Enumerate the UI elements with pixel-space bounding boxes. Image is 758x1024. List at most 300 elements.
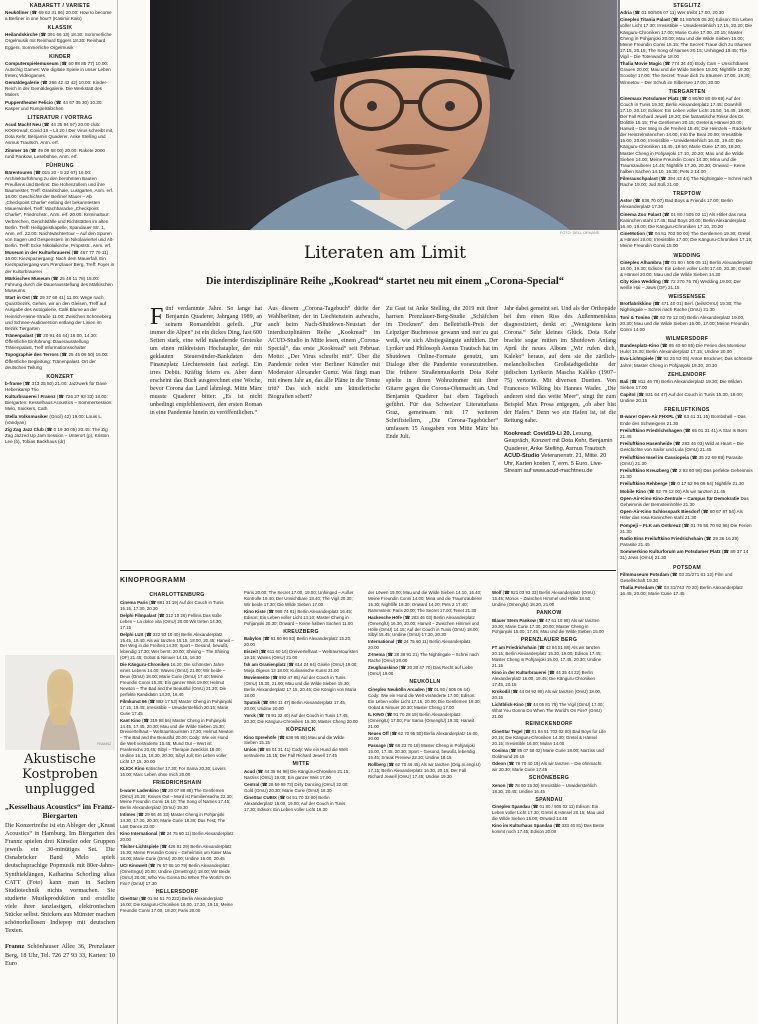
listing-entry bbox=[492, 748, 606, 760]
listing-text: (☎ 04 51 703 50 00) The Gentlemen 19.30; Gretel & Hänsel 19.00; Irresistible 17.00; Die Känguru-Chroniken 17.15; Meine Freundin Conni 15.00 bbox=[620, 231, 753, 249]
listing-entry bbox=[5, 61, 115, 79]
listing-text: Das Geheimnis der Bernsteinhöhle 21.30 bbox=[620, 495, 749, 507]
listing-text: (☎ 47 61 18 98) Als wir tanzten 20.30; Marie Curie 17.30, 20.00; Master Cheng in Pohjanjoki 15.00, 17.45; Mau und die Wilde Sieben 15.00 bbox=[492, 617, 604, 635]
venue-name: International bbox=[368, 639, 395, 645]
venue-name: Passage bbox=[368, 743, 386, 749]
listing-entry bbox=[620, 198, 754, 210]
listing-text: (☎ 78 91 32 40) Auf der Couch in Tunis 17.45, 20.30; Die Känguru-Chroniken 15.30; Master Cheng 20.00 bbox=[244, 712, 358, 724]
listing-entry bbox=[620, 379, 754, 391]
venue-name: Start in Ost bbox=[5, 295, 30, 301]
listing-text: (☎ 694 11 47) Berlin Alexanderplatz 17.45, 20.00; Undine 20.00 bbox=[244, 699, 347, 711]
listing-entry bbox=[492, 618, 606, 636]
venue-name: Kant Kino bbox=[120, 717, 141, 723]
listing-entry bbox=[244, 747, 358, 759]
listing-entry bbox=[620, 585, 754, 597]
listing-entry bbox=[620, 441, 754, 453]
venue-name: Eva-Lichtspiele bbox=[620, 356, 654, 362]
venue-name: CineStar Tegel bbox=[492, 729, 523, 735]
section-heading: REINICKENDORF bbox=[525, 721, 573, 728]
listing-text: (☎ 921 03 93 33) Berlin Alexanderplatz (OmU) 15.45; Monos – Zwischen Himmel und Hölle 18.50; Undine (OmenglU) 18.20, 21.00 bbox=[492, 590, 595, 607]
listing-text: (☎ 29 66 46 33) Master Cheng in Pohjanjoki 14.30, 17.30, 20.30; Marie Curie 18.30; Das Fest; The Last Dance 22.00 bbox=[120, 812, 226, 830]
venue-name: Kulturbrauerei / Frannz bbox=[5, 394, 56, 400]
venue-name: Tilsiter-Lichtspiele bbox=[120, 844, 159, 850]
listing-entry bbox=[620, 509, 754, 521]
article-headline: Literaten am Limit bbox=[304, 243, 466, 263]
listing-entry bbox=[120, 788, 234, 812]
venue-name: Moviemento bbox=[244, 675, 270, 681]
listing-text: (☎ 35 22 69 89) Parasite (OmU) 21.30 bbox=[620, 454, 743, 466]
listing-text: (☎ 92 79 12 00) Berlin Alexanderplatz 19.00, 20.30; Mau und die Wilde Sieben 15.00, 17.00; Meine Freundin Conni 14.00 bbox=[620, 314, 749, 332]
listing-text: (☎ 42 84 51 88) Als wir tanzten 20.15; Berlin Alexanderplatz 15.30, 19.00; Edison 17.45; Master Cheng in Pohjanjoki 15.00, 17.45, 20.30; Undine 21.15 bbox=[492, 645, 602, 668]
section-heading: WEDDING bbox=[673, 252, 701, 259]
venue-name: Cinema Paris bbox=[120, 599, 148, 605]
listing-text: (☎ 01 76 56 70 92 96) Die Ferien 21.30 bbox=[620, 522, 752, 534]
listing-entry bbox=[5, 333, 115, 351]
listing-text: (☎ 394 43 44) The Nightingale – Schrei nach Rache 19.00; Jud Süß 21.00 bbox=[620, 176, 753, 188]
listing-text: Paris 20.00; The Secret 17.00, 19.00; Unhinged – Außer Kontrolle 19.40; Der Unsichtbare 18.40; The Vigil 20.30; Wir beide 17.30; Die Wilde Sieben 17.00 bbox=[244, 590, 354, 607]
listing-text: 16.20; Die schönsten Jahre eines Lebens 14.00; Waves (OmU) 21.00; Wir beide – Deux (OmU) 18.00; Marie Curie (OmU) 17.40; Meine Freundin Conni 15.30; Ein ganzer Weit 19.00; Helmut Newton – The Bad and the Beautiful (OmU) 21.20; Die perfekte Kandidatin 14.20, 16.40 bbox=[120, 662, 227, 697]
listing-text: (☎ 01 84 51 70 222) Berlin Alexanderplatz 16.00; Die Känguru-Chroniken 16.00, 17.30, 19.15; Meine Freundin Conni 17.00, 19.20; Paris 20.00 bbox=[120, 896, 233, 914]
listing-entry bbox=[120, 896, 234, 914]
listing-entry bbox=[5, 148, 115, 160]
kino-column-4 bbox=[492, 590, 606, 1024]
listing-entry bbox=[244, 700, 358, 712]
listing-text: (☎ 03 31/271 81 12) Film und Gesellschaft 19.30 bbox=[620, 571, 733, 583]
listing-text: (☎ 333 40 81) Das Beste kommt noch 17.45; Edison 20.00 bbox=[492, 823, 605, 835]
column-rule-right bbox=[617, 0, 618, 1024]
section-heading: WEISSENSEE bbox=[668, 294, 706, 301]
listing-text: (☎ 24 75 60 11) Berlin Alexanderplatz 20.00 bbox=[368, 639, 471, 651]
listing-text: (☎ 01 80/505 05 20) Edison: Ein Leben voller Licht 17.30; Irresistible – Unwiderstehlich 17.15, 20.20; Die Känguru-Chroniken 17.00; Marie Curie 17.00, 20.15; Master Cheng in Pohjanjoki 20.00; Mau und die Wilde Sieben 15.00; Meine Freundin Conni 15.15; The Secret: Traue dich zu träumen 17.15, 20.15; The Song of Names 20.15; Unhinged 19.45; The Vigil – Die Totenwache 18.00 bbox=[620, 17, 754, 59]
listing-entry bbox=[620, 572, 754, 584]
portrait-illustration bbox=[150, 0, 620, 230]
listing-entry bbox=[368, 687, 482, 711]
listing-text: (☎ 91 70 28 19) Berlin Alexanderplatz (OmenglU) 17.00; For Sama (OmenglU) 19.30; Hanwit 21.00 bbox=[368, 711, 475, 729]
listing-entry bbox=[244, 782, 358, 794]
section-heading: NEUKÖLLN bbox=[409, 679, 441, 686]
listing-entry bbox=[492, 670, 606, 688]
listing-entry bbox=[5, 32, 115, 50]
venue-name: Lichtblick-Kino bbox=[492, 701, 524, 707]
listing-entry bbox=[620, 176, 754, 188]
venue-name: Bärentouren bbox=[5, 169, 33, 175]
listing-text: (☎ 92 25 53 05) Anton Brückner; Das schönste Jahre; Master Cheng in Pohjanjoki 19.30, 20.30 bbox=[620, 356, 753, 368]
listing-entry bbox=[368, 762, 482, 780]
listing-text: (☎ 471 40 01) Berl. (teils/OmU) 19.30; The Nightingale – Schrei nach Rache (OmU) 21.30 bbox=[620, 301, 742, 313]
section-heading: FRIEDRICHSHAIN bbox=[152, 779, 202, 786]
listing-text: (☎ 01 80 / 505 02 11) Als Hitler das rosa Kaninchen stahl 17.45; Bad Boys 20.00; Berlin Alexanderplatz 16.40, 19.00; Die Känguru-Chroniken 17.10, 20.20 bbox=[620, 211, 747, 229]
article-text-2: Aus diesem „Corona-Tagebuch“ dürfte der Wahlberliner, der in Liechtenstein aufwuchs, auch beim Nach-Shutdown-Neustart der interdisziplinären Reihe „Kookread“ im ACUD-Studio in Mitte lesen, einem „Corona-Special“, das erste „Kookread“ seit Februar. Motto: „Der Virus schreibt mit“. Über die Pandemie reden vier Berliner Künstler mit Moderator Alexander Gumz. Was fängt man mit einem Jahr an, das alle Pläne in die Tonne tritt? Das sich nicht um künstlerische Biografien schert? bbox=[268, 306, 380, 400]
listing-text: (☎ 811 46 78) Berlin Alexanderplatz 19.30; Die Wilden Sieben 17.00 bbox=[620, 378, 742, 390]
listing-text: (☎ 614 24 64) Gisèle (OmU) 19.00; Mieja Oigeus 13 18.00; Kulinarische Kunst 21.00 bbox=[244, 662, 358, 674]
venue-name: Freiluftkino Kreuzberg bbox=[620, 467, 670, 473]
section-heading: WILMERSDORF bbox=[665, 336, 709, 342]
listing-text: (☎ 44 35 44 22) Berlin Alexanderplatz 16.00, 19.45; Die Känguru-Chroniken 17.45, 20.15 bbox=[492, 669, 596, 687]
article-text-1: ünf verdammte Jahre. So lange hat Benjamin Quaderer, Jahrgang 1989, an seinem Romandebüt gefeilt. „Für immer die Alpen“ ist ein dickes Ding, fast 600 Seiten stark, eine wild mäandernde Groteske um einen mildreisten Hochstapler, der mit geklauten Steuersünder-Bankdaten den Finanzplatz Liechtenstein fast zerlegt. Ein irres Debüt. Kräftig feiern es. Aber dann erscheint das Buch ausgerechnet eine Woche, bevor Corona das Land lahmlegt. Mitte März musste Quaderer bitter: „Es ist nicht unbedingt empfehlenswert, den ersten Roman in eine Pandemie hinein zu veröffentlichen.“ bbox=[150, 306, 262, 416]
venue-name: Freiluftkino Hasenheide bbox=[620, 441, 673, 447]
listing-entry bbox=[5, 276, 115, 294]
listing-entry bbox=[5, 394, 115, 412]
listing-entry bbox=[244, 795, 358, 813]
venue-name: Kino im Kulturhaus Spandau bbox=[492, 823, 553, 829]
section-heading: PRENZLAUER BERG bbox=[520, 637, 578, 644]
listing-text: (☎ 01 80/505 07 11) Wer treibt 17.00, 20.30 bbox=[633, 10, 724, 16]
listing-text: (☎ 467 77 79 11) 16.00: Kiezspaziergang: Nach dem Mauerfall. Ein Kiezspaziergang vom Prenzlauer Berg, Treff: Foyer in der Kulturbrauerei bbox=[5, 250, 115, 274]
venue-name: Z-Inema bbox=[368, 652, 385, 658]
venue-name: Cinema Zoo Palast bbox=[620, 211, 662, 217]
venue-name: City Kino Wedding bbox=[620, 279, 661, 285]
section-heading: SPANDAU bbox=[535, 796, 563, 803]
listing-text: (☎ 726 27 93 33) 18.00: Biergarten: Kesselhaus Acoustics – Sommersession: Melo, Snickers, Cath bbox=[5, 394, 113, 412]
section-heading: TIERGARTEN bbox=[668, 88, 706, 95]
venue-name: Cineplex Neukölln Arcaden bbox=[368, 686, 425, 692]
listing-entry bbox=[492, 645, 606, 669]
article-column-2 bbox=[268, 305, 380, 555]
venue-name: Freiluftkino Insel im Cassiopeia bbox=[620, 454, 689, 460]
listing-text: (☎ 44 67 35 30) 10.30: Kasper und Rumpelstilzchen bbox=[5, 99, 103, 111]
article-text-4: Jahr dabei gemeint sei. Und als der Orthopäde bei ihm einen Riss des Außenmeniskus diagnostiziert, denkt er: „Wenigstens kein Corona.“ Sehr kleines Glück. Dota Kehr brachte sogar mitten im Shutdown Anfang April ihr neues Album „Wir rufen dich, Kaleko“ heraus, auf dem sie die zärtlich-melancholischen Großstadtgedichte der jüdischen Lyrikerin Mascha Kaléko (1907–75) vertonte. Mit diversen Duetten. Von Francesco Wilking bis Hannes Wader. „Die anderen sind das weite Meer“, singt ihr zum Beispiel Max Prosa entgegen, „ob aber bist der Hafen.“ Denn wo ein Hafen ist, ist die Rettung nahe. bbox=[504, 306, 616, 424]
venue-name: Astor bbox=[620, 198, 632, 204]
article-column-3 bbox=[386, 305, 498, 555]
venue-name: Cinemaxx Potsdamer Platz bbox=[620, 95, 679, 101]
listing-text: (☎ 44 05 81 79) The Vigil (OmU) 17.00; What You Gonna Do When The World's On Fire? (OmU) 21.00 bbox=[492, 701, 604, 719]
listing-text: (☎ 61 60 96 93) Berlin Alexanderplatz 15.20, 20.00 bbox=[244, 636, 352, 648]
listing-entry bbox=[620, 455, 754, 467]
side-headline: Akustische Kostproben unplugged bbox=[22, 752, 98, 797]
photo-credit: FOTO: DELL ORHANE bbox=[560, 231, 600, 235]
venue-name: Cineplex Alhambra bbox=[620, 259, 662, 265]
listing-entry bbox=[620, 61, 754, 85]
venue-name: Thalia Movie Magic bbox=[620, 61, 662, 67]
article-info-box bbox=[504, 431, 616, 475]
listing-text: (☎ 636 70 07) Bad Boys & Friends 17.00; Berlin Alexanderplatz 17.30 bbox=[620, 198, 733, 210]
side-body-text: Die Konzertreihe ist ein Ableger der „Knust Acoustics“ in Hamburg. Im Biergarten des Frannz spielen drei Künstler oder Gruppen jeweils ein 30-minütiges Set. Die Osnabrücker Band Melo spielt deutschsprachige Popmusik mit 80er-Jahre-Synthieklängen, Katharina Schorling alias CATT (Foto) kann man in Sachen Studiotechnik nichts vormachen. Sie studierte Musikproduktion und erstellte viele ihrer tanzlastigen, elektronischen Stücke selbst. Snickers aus Münster machen schönorkellosen Indiepop mit deutschen Texten. bbox=[5, 822, 115, 935]
venue-name: Capitol bbox=[620, 392, 636, 398]
listing-text: (☎ 62 70 46 45) Als wir tanzten (Orig.m.engl.U) 17.15; Berlin Alexanderplatz 16.30, 20.15; Der Fall Richard Jewell (OmU) 17.45; Undine 19.30 bbox=[368, 762, 481, 780]
kino-column-2 bbox=[244, 590, 358, 1024]
venue-name: Central bbox=[244, 782, 260, 788]
venue-name: Pompeji – FLK am Ostkreuz bbox=[620, 522, 681, 528]
venue-name: Xenon bbox=[492, 782, 506, 788]
venue-name: Tränenpalast bbox=[5, 333, 34, 338]
venue-name: Blauer Stern Pankow bbox=[492, 617, 536, 623]
venue-name: Kino Spreehöfe bbox=[244, 734, 277, 740]
listing-text: (☎ 01 80 / 505 06 44) Cody: Wie ein Hund die Welt veränderte 17.00; Edison: Ein Leben voller Licht 17.15, 20.00; Die Gentlemen 18.30; Gobat & Nimuer 20.30; Master Cheng 17.00 bbox=[368, 686, 481, 710]
venue-name: Yorck bbox=[244, 712, 256, 718]
listing-text: (☎ 283 46 03) Wild at Heart – Die Geschichte von Sailor und Lula (OmU) 21.45 bbox=[620, 441, 744, 453]
listing-text: (☎ 92 79 12 00) Als wir tanzten 21.45 bbox=[647, 488, 726, 494]
listing-entry bbox=[244, 609, 358, 627]
listing-text: (☎ 881 31 19) Auf der Couch in Tunis 15.15, 17.30, 20.30 bbox=[120, 599, 224, 611]
kino-column-3 bbox=[368, 590, 482, 1024]
venue-name: Stella Volksmusiker bbox=[5, 413, 49, 419]
section-heading: KONZERT bbox=[46, 373, 74, 380]
venue-name: Neues Off bbox=[368, 730, 389, 736]
venue-name: Puppentheater Felicio bbox=[5, 99, 53, 105]
venue-name: Gemäldegalerie bbox=[5, 80, 40, 86]
venue-name: Heilandskirche bbox=[5, 32, 38, 38]
venue-name: Kino in der Kulturbrauerei bbox=[492, 669, 547, 675]
venue-name: Neuköllner bbox=[5, 10, 29, 16]
listing-entry bbox=[620, 315, 754, 333]
side-body bbox=[5, 822, 115, 1022]
venue-name: Eiszeit bbox=[244, 649, 258, 655]
listing-entry bbox=[620, 428, 754, 440]
section-heading: KLASSIK bbox=[47, 25, 73, 32]
listing-entry bbox=[492, 761, 606, 773]
listing-text: (☎ 60 98 85 77) 10.00: Autschig Games: Wie digitale Spiele in unser Leben treten; Videogames bbox=[5, 60, 111, 78]
listing-entry bbox=[244, 662, 358, 674]
venue-name: Acud Macht Neu bbox=[5, 121, 41, 127]
listing-text: (☎ 391 66 13) 18.30: Sommerliche Orgelmusik mit Reinhard Eggers 18.30: Reinhard Eggers, Sommerliche Orgelmusik bbox=[5, 32, 112, 50]
listing-entry bbox=[5, 427, 115, 445]
listing-entry bbox=[492, 804, 606, 822]
right-listings-column bbox=[620, 0, 754, 1024]
venue-name: Museum in der Kulturbrauerei bbox=[5, 250, 71, 256]
listing-text: (☎ 44 35 94 98) Die Känguru-Chroniken 21.15; Narziss (OmU) 19.00; Ein ganzer Weit 17.00 bbox=[244, 769, 350, 781]
info-detail: Veteranenstr. 21, Mitte. 20 Uhr, Karten kosten 7, erm. 5 Euro. Live-Stream auf www.acud-machtneu.de bbox=[504, 453, 607, 475]
listing-entry bbox=[5, 170, 115, 249]
listing-entry bbox=[368, 652, 482, 664]
listing-text: (☎ 692 47 85) Auf der Couch in Tunis (OmU) 15.30, 21.00; Mau und die Wilde Sieben 15.30; Berlin Alexanderplatz 17.15, 20.45; Die Königin von Maria 18.00 bbox=[244, 675, 357, 698]
venue-name: Kino Kiste bbox=[244, 608, 266, 614]
venue-name: CineStar CUBIX bbox=[244, 794, 277, 800]
listing-entry bbox=[620, 523, 754, 535]
listing-entry bbox=[620, 496, 754, 508]
listing-entry bbox=[620, 10, 754, 16]
venue-name: IL KINO bbox=[368, 711, 385, 717]
listing-entry bbox=[620, 414, 754, 426]
listing-text: (☎ 04 51 70 32 00) Berlin Alexanderplatz 15.00, 19.00; Auf der Couch in Tunis 17.30; Edison: Ein Leben voller Licht 16.30 bbox=[244, 794, 346, 812]
listing-text: (☎ 774 34 40) Body Cam – Unsichtbares Grauen 20.00; Mau und die Wilde Sieben 15.00; Nightlife 19.30; Scooby! 17.00; The Secret: Traue dich zu träumen 17.00, 19.30; Winnetou – Der Schuh im Silbersee 17.00, 20.00 bbox=[620, 61, 751, 85]
listing-entry bbox=[368, 743, 482, 761]
venue-name: Brotfabrikkino bbox=[620, 301, 652, 307]
venue-name: Sommerkino Kulturforum am Potsdamer Platz bbox=[620, 549, 721, 555]
section-heading: KINDER bbox=[49, 53, 71, 60]
venue-name: Filmmuseum Potsdam bbox=[620, 571, 670, 577]
listing-text: (☎ 03 31/743 70 20) Berlin Alexanderplatz 16.45, 20.00; Marie Curie 17.45 bbox=[620, 585, 743, 597]
info-title: Kookread: Covid19-Li 20. bbox=[504, 431, 572, 437]
section-heading: PANKOW bbox=[536, 609, 562, 616]
listing-text: (☎ 882 17 53) Master Cheng in Pohjanjoki 17.15, 19.45; Irresistible – Unwiderstehlich 20.15; Marie Curie 17.45 bbox=[120, 698, 233, 716]
listing-text: (☎ 01 80 / 505 02 11) Edison: Ein Leben voller Licht 17.30; Gretel & Hänsel 20.15; Mau und die Wilde Sieben 15.00; Onward 14.45 bbox=[492, 804, 604, 822]
venue-name: Krokodil bbox=[492, 688, 510, 694]
listing-text: (☎ 78 00 15 30) Irresistible – Unwiderstehlich 18.30, 20.45; Undine 16.45 bbox=[492, 782, 597, 794]
listing-text: (☎ 998 74 81) Berlin Alexanderplatz 16.45; Edison; Ein Leben voller Licht 13.10; Master Cheng in Pohjanjoki 20.30; Onward – Keine halben Sachen 11.00 bbox=[244, 608, 353, 626]
listing-entry bbox=[492, 783, 606, 795]
venue-name: Acud bbox=[244, 769, 255, 775]
listing-text: (☎ 29 36 16 29) Parasite 21.45 bbox=[620, 535, 739, 548]
listing-entry bbox=[5, 10, 115, 22]
listing-text: (☎ 28 38 91 21) The Nightingale – Schrei nach Rache (OmU) 20.00 bbox=[368, 652, 479, 664]
section-heading: TREPTOW bbox=[673, 191, 701, 198]
venue-name: Open-Air-Kino Kino-Zentrale – Campus für Demokratie bbox=[620, 495, 740, 501]
listing-entry bbox=[492, 702, 606, 720]
listing-entry bbox=[244, 590, 358, 608]
listing-text: (☎ 69 62 31 86) 20.00: How to become a Berliner in one hour? (Kasimir Kalo) bbox=[5, 10, 112, 22]
venue-name: Open-Air-Kino Schlosspark Biesdorf bbox=[620, 509, 700, 515]
listing-entry bbox=[620, 392, 754, 404]
listing-entry bbox=[244, 735, 358, 747]
listing-entry bbox=[620, 212, 754, 230]
listing-entry bbox=[620, 481, 754, 487]
venue-name: Zeughauskino bbox=[368, 665, 398, 671]
listing-entry bbox=[120, 831, 234, 843]
listing-entry bbox=[244, 675, 358, 699]
listing-entry bbox=[5, 100, 115, 112]
listing-text: (☎ 266 42 42 42) 10.00: Kinder-Reich in der Gemäldegalerie. Die Werkstatt des Malers bbox=[5, 80, 108, 98]
listing-text: (☎ 28 59 99 73) Dirty Dancing (OmU) 22.00; Gold (OmU) 20.30; Marie Curie (OmU) 18.30 bbox=[244, 782, 349, 793]
listing-text: (☎ 20 30 47 70) Das Recht auf Liebe (OmU) 19.00 bbox=[368, 665, 473, 677]
listing-text: (☎ 0 19 30 05) 20.45: The Zig Zag Jazzed Up Jam Session – Unterort (p), Kriston Lee (b), Tobias Backhaus (dr) bbox=[5, 427, 109, 445]
listing-entry bbox=[120, 718, 234, 765]
article-text-3: Zu Gast ist Anke Stelling, die 2019 mit ihrer harrsen Prenzlauer-Berg-Studie „Schäfchen im Trocknen“ den Belletristik-Preis der Leipziger Buchmesse gewann und nur zu gut weiß, wie sich Abstiegsängste anfühlen. Der Lyriker und Philosoph Asmus Trautsch hat im Shutdown Online-Formate genutzt, um Dialoge über die Pandemie voranzutreiben. Die frühere Straßenmusikerin Dota Kehr spielte in ihrem Wohnzimmer mit ihrer Gitarre gegen die Corona-Ohnmacht an. Und Benjamin Quaderer hat eben Tagebuch geführt. Für das Schweizer Literaturhaus Graz, gemeinsam mit 17 weiteren Schriftstellern, „Die Corona-Tagebücher“ umfassen 15 Ausgaben von Mitte März bis Ende Juli. bbox=[386, 306, 498, 440]
listing-entry bbox=[492, 590, 606, 608]
listing-entry bbox=[120, 699, 234, 717]
article-column-4 bbox=[504, 305, 616, 555]
section-heading: ZEHLENDORF bbox=[667, 371, 707, 378]
listing-text: (☎ 29 37 68 41) 11.00: Wege nach Quarzbezirk, Gehen, wir an den Gleisen, Treff auf Ausgabe des Autogalerie, Café Blume an der Heinrich-Heine-Straße 11.00: Zwischen Schöneberg und Schnee-Audioversion entlang der Linien im Bezirk Tiergarten bbox=[5, 295, 112, 331]
side-info-detail: Schönhauser Allee 36, Prenzlauer Berg, 18 Uhr, Tel. 726 27 93 33, Karten: 10 Euro bbox=[5, 943, 115, 967]
section-heading: FÜHRUNG bbox=[45, 162, 75, 169]
listing-entry bbox=[620, 279, 754, 291]
listing-entry bbox=[120, 600, 234, 612]
venue-name: Adria bbox=[620, 10, 632, 16]
side-photo-credit: FRANNZ bbox=[97, 742, 112, 746]
section-heading: HELLERSDORF bbox=[155, 888, 199, 895]
listing-text: (☎ 313 25 50) 21.00: Jazzwerk für Dave Hebenkamp Trio bbox=[5, 380, 107, 392]
listing-entry bbox=[620, 356, 754, 368]
listing-entry bbox=[244, 649, 358, 661]
venue-name: Toni & Tonino bbox=[620, 314, 651, 320]
listing-entry bbox=[5, 80, 115, 98]
section-heading: SCHÖNEBERG bbox=[528, 774, 570, 781]
listing-text: (☎ 312 10 26) Fellinis Das süße Leben – La dolce vita (OmU) 20.00 Wir treten 14.30, 17.15 bbox=[120, 612, 223, 630]
listing-entry bbox=[120, 632, 234, 662]
section-heading: STEGLITZ bbox=[673, 3, 701, 9]
listing-entry bbox=[620, 343, 754, 355]
listing-entry bbox=[244, 636, 358, 648]
venue-name: Zig Zag Jazz Club bbox=[5, 427, 44, 433]
listing-text: (☎ 63 41 31 15) Bombshell – Das Ende des Schweigens 21.30 bbox=[620, 414, 746, 426]
listing-text: (☎ 85 40 60 85) Die Ferien des Monsieur Hulot 19.30; Berlin Alexanderplatz 17.15; Undine 20.00 bbox=[620, 343, 746, 355]
venue-name: Babylon bbox=[244, 636, 262, 642]
listing-entry bbox=[120, 613, 234, 631]
column-rule-left bbox=[117, 0, 118, 1024]
listing-text: (☎ 20 91 46 44) 16.00, 14.30: Öffentliche Einführung: Dauerausstellung Tränenpalast, Treff Informationsschalter bbox=[5, 333, 98, 351]
venue-name: Delphi Filmpalast bbox=[120, 612, 157, 618]
listing-entry bbox=[620, 489, 754, 495]
listing-entry bbox=[492, 729, 606, 747]
section-heading: POTSDAM bbox=[672, 564, 702, 571]
listing-entry bbox=[620, 231, 754, 249]
listing-text: (☎ 24 75 60 11) Berlin Alexanderplatz 20.00 bbox=[120, 831, 234, 843]
listing-text: (☎ 0 80/80 80 69 69) Auf der Couch in Tunis 19.30; Berlin Alexanderplatz 17.45; Downhill 17.10, 20.10; Edison: Ein Leben voller Licht 15.50, 16.45, 19.00; Der Fall Richard Jewell 18.20; Die fantastische Reise des Dr. Dolittle 15.15; The Gentlemen 20.15; Gretel & Hänsel 20.00; Hanwit – Der Weg in die Freiheit 18.45; Die Heinzels – Rückkehr der Heinzelmännchen 14.00; Into the Beat 20.00; Irresistible 15.00, 20.00; Irresistible – Unwiderstehlich 16.40, 19.40; Die Känguru-Chroniken 16.45, 19.50; Marie Curie 17.00, 18.20; Master Cheng in Pohjanjoki 17.10, 20.20; Mau und die Wilde Sieben 14.00; Meine Freundin Conni 14.30; Mina und die Traumzauberer 14.45; Nightlife 17.20, 20.30; Onward – Keine halben Sachen 14.10, 16.30; Pets 2 14.00 bbox=[620, 95, 752, 174]
venue-name: Rollberg bbox=[368, 762, 386, 768]
article-column-1 bbox=[150, 305, 262, 555]
section-heading: KABARETT / VARIETE bbox=[29, 3, 91, 9]
side-subhead: „Kesselhaus Acoustics“ im Franz-Biergarten bbox=[5, 802, 115, 820]
kino-column-1 bbox=[120, 590, 234, 1024]
article-subhead: Die interdisziplinäre Reihe „Kookread“ startet neu mit einem „Corona-Special“ bbox=[205, 276, 565, 287]
listing-entry bbox=[120, 662, 234, 697]
listing-text: (☎ 72 270 76 76) Wedding 19.00; Der weiße Hai – Jaws (OF) 21.15 bbox=[620, 279, 741, 291]
venue-name: CineMotion bbox=[620, 231, 646, 237]
listing-entry bbox=[368, 731, 482, 743]
venue-name: CineStar bbox=[120, 896, 139, 902]
listing-entry bbox=[120, 863, 234, 887]
listing-entry bbox=[5, 381, 115, 393]
listing-text: (☎ 01 80 / 505 05 11) Berlin Alexanderplatz 16.00, 19.30; Edison: Ein Leben voller Licht 17.40, 20.30; Gretel & Hänsel 20.00; Mau und die Wilde Sieben 14.30 bbox=[620, 259, 753, 277]
listing-text: (☎ 015 20 - 5 22 67) 16.00: Architekturführung zu den berühmten Bauten Preußens und Berlins: Die Hohenzollern und ihre Baumeister, Treff: Granitschale, Lustgarten, Anm. erf. 16.00: Geschichte der Berliner Mauer – Ab „Checkpoint Charlie“ entlang der bekanntesten Mauerwinkel, Treff: Wachbaracke „Checkpoint Charlie“, Friedrichstr., Anm. erf. 20.00: Kriminaltour: Verbrechen, Gerichtsfälle und Richtstätten im alten Berlin. Treff: Heiliggeistkapelle, Spandauer Str. 1, Anm. erf. 22.00: Nachtwächtertour – Auf den Spuren von Sagen und Gespenstern im Nikolaiviertel und Alt-Berlin. Treff: Ecke Nikolaikirche, Propststr., Anm. erf. bbox=[5, 169, 114, 248]
venue-name: Intimes bbox=[120, 812, 136, 818]
venue-name: Die Känguru-Chroniken bbox=[120, 662, 170, 668]
venue-name: Freiluftkino Rehberge bbox=[620, 481, 668, 487]
venue-name: Odeon bbox=[492, 761, 506, 767]
listing-text: (☎ 78 70 40 19) Als wir tanzten – Die ohnmacht wir 20.30; Marie Curie 17.45 bbox=[492, 761, 602, 772]
listing-entry bbox=[120, 844, 234, 862]
venue-name: Wolf bbox=[492, 590, 502, 595]
section-divider bbox=[120, 570, 616, 571]
listing-entry bbox=[5, 414, 115, 426]
listing-entry bbox=[620, 549, 754, 561]
listing-entry bbox=[492, 823, 606, 835]
listing-text: (☎ 831 64 47) Auf der Couch in Tunis 15.30, 18.00; Undine 20.15 bbox=[620, 392, 743, 404]
venue-name: UCI Kinowelt bbox=[120, 862, 148, 868]
venue-name: Bali bbox=[620, 378, 629, 384]
listing-entry bbox=[244, 769, 358, 781]
listing-text: (☎ 76 57 86 10 79) Berlin Alexanderplatz (OmeEngU) 20.00; Undine (OmeEngU) 18.00; Wir Beide (OmU) 20.00; Who You Gonna Do When The World's On Fire? (OmU) 17.30 bbox=[120, 862, 231, 886]
venue-name: Thalia Potsdam bbox=[620, 585, 654, 590]
section-heading: KÖPENICK bbox=[286, 726, 316, 733]
venue-name: Zimmer 16 bbox=[5, 147, 28, 153]
venue-name: Filmkunst 66 bbox=[120, 698, 147, 704]
info-venue: ACUD-Studio bbox=[504, 453, 540, 460]
listing-entry bbox=[620, 468, 754, 480]
listing-entry bbox=[5, 352, 115, 370]
venue-name: Topographie des Terrors bbox=[5, 352, 59, 358]
venue-name: Delphi LUX bbox=[120, 631, 144, 637]
listing-entry bbox=[5, 122, 115, 146]
listing-text: (☎ 426 81 29) Berlin Alexanderplatz 15.30; Meine Freundin Conni – Geheimnis um Kater Mau 18.00; Marie Curie (OmU) 20.00; Undine 16.00, 20.45 bbox=[120, 844, 232, 861]
listing-text: (☎ 283 46 03) Berlin Alexanderplatz (OmenglU) 16.30, 20.00; Hanwit – Zwischen Himmel und Hölle (OmU) 14.15; Auf der Couch in Tunis (OmU) 18.00; Sibyl 15.45; Undine (OmU) 17.30, 20.30 bbox=[368, 614, 480, 638]
kino-title: KINOPROGRAMM bbox=[120, 577, 186, 584]
side-photo bbox=[5, 655, 115, 750]
listing-text: (☎ 638 95 80) Mau und die Wilde Sieben 15.15 bbox=[244, 734, 345, 746]
listing-text: (☎ 20 07 88 88) The Gentlemen (OmU) 20.20; Knives Out – Mord ist Familiensache 22.30; Meine Freundin Conni 16.10; The Song of Names 17.45; Berlin Alexanderplatz (OmU) 19.30 bbox=[120, 787, 233, 811]
listing-text: (☎ 89 37 14 31) Jews (OmU) 21.30 bbox=[620, 549, 749, 561]
venue-name: Cosima bbox=[492, 748, 508, 754]
listing-entry bbox=[120, 812, 234, 830]
venue-name: Märkisches Museum bbox=[5, 275, 50, 281]
listing-entry bbox=[620, 301, 754, 313]
side-info-venue: Frannz bbox=[5, 943, 25, 951]
listing-text: (☎ 611 60 16) Dreiviertelhaut – Weltraumtouristen 19.15; Waves (OmU) 21.00 bbox=[244, 649, 358, 661]
venue-name: Cineplex Titania Palast bbox=[620, 17, 670, 23]
venue-name: b-ware! Ladenkino bbox=[120, 787, 159, 793]
venue-name: Union bbox=[244, 747, 257, 753]
listing-text: (☎ 2 93 60 96) Das perfekte Geheimnis 21.30 bbox=[620, 467, 753, 479]
venue-name: FT am Friedrichshain bbox=[492, 645, 537, 651]
listing-text: (☎ 01 84 51 703 02 00) Bad Boys for Life 20.15; Die Känguru-Chroniken 14.30; Gretel & Hänsel 20.15; Irresistible 16.00; Mulan 14.00 bbox=[492, 729, 606, 747]
venue-name: b-frame bbox=[5, 380, 22, 386]
listing-entry bbox=[368, 615, 482, 639]
listing-entry bbox=[368, 712, 482, 730]
listing-entry bbox=[368, 639, 482, 651]
listing-text: (☎ 25 45 09 50) 15.00: Öffentliche Begleitung: Tränenpalast. Ort der deutschen Teilung bbox=[5, 352, 109, 370]
listing-text: (☎ 60 67 87 54) Als Hitler das rosa Kaninchen stahl 21.30 bbox=[620, 509, 743, 521]
venue-name: B-ware! Open-Air FHXPL bbox=[620, 414, 675, 420]
